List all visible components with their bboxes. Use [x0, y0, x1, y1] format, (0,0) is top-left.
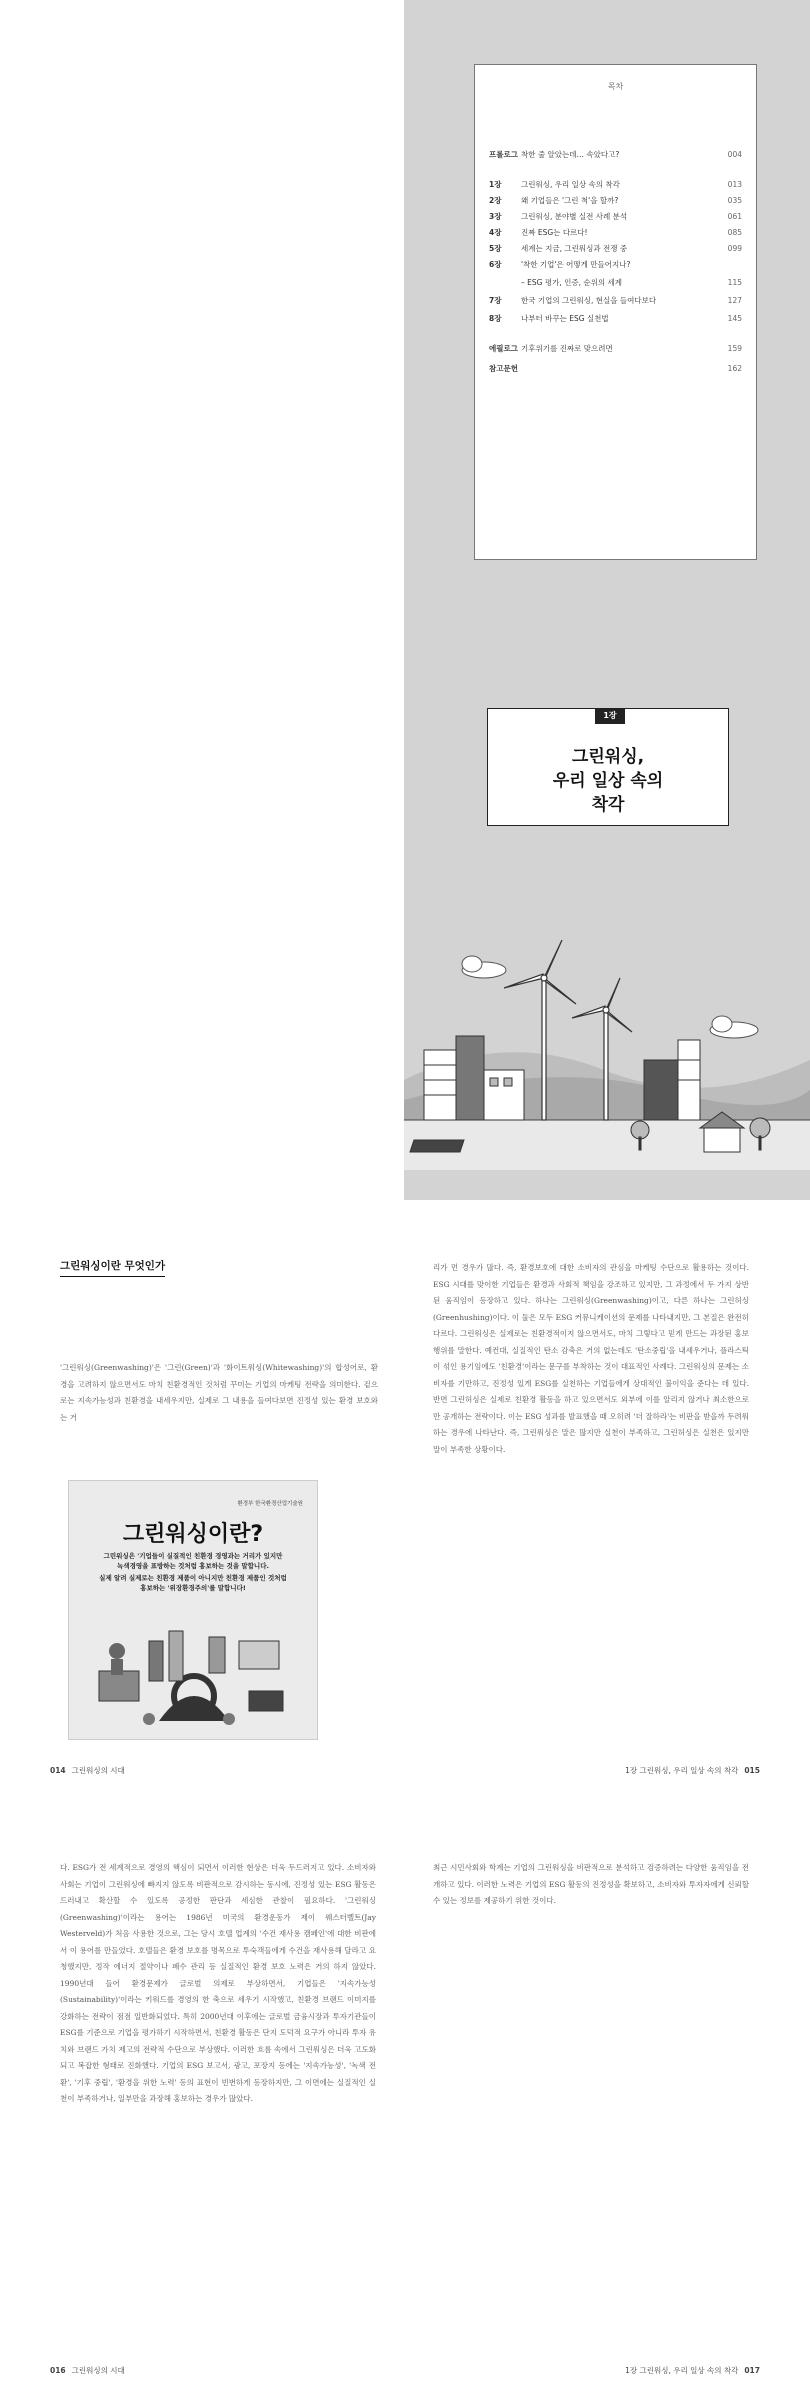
section-heading: 그린워싱이란 무엇인가	[60, 1258, 165, 1277]
page-number: 016	[50, 2366, 66, 2375]
toc-chapter-title: 착한 줄 알았는데… 속았다고?	[521, 150, 620, 159]
toc-spread	[0, 0, 810, 600]
page-folio	[625, 1765, 760, 1776]
recycle-icon	[159, 1676, 229, 1721]
page-016	[0, 1800, 405, 2396]
toc-chapter-title: 기후위기를 진짜로 맞으려면	[521, 344, 613, 353]
greenwashing-poster-image	[68, 1480, 318, 1740]
toc-page-number: 061	[727, 212, 742, 221]
text-spread-14-15	[0, 1200, 810, 1800]
toc-chapter-title: 왜 기업들은 '그린 척'을 할까?	[521, 196, 619, 205]
ground	[404, 1120, 810, 1170]
chapter-title-line: 착각	[591, 795, 625, 815]
chapter-title-line: 그린워싱,	[571, 747, 645, 767]
toc-title: 목차	[607, 82, 624, 91]
toc-chapter-number: 3장	[489, 212, 502, 221]
body-paragraph: 다. ESG가 전 세계적으로 경영의 핵심이 되면서 이러한 현상은 더욱 두드러지고 있다. 소비자와 사회는 기업이 그린워싱에 빠지지 않도록 비판적으로 감시하는 동시에, 진정성 있는 ESG 활동은 드러내고 확산할 수 있도록 공정한 판단과 세심한 관찰이 필요하다. '그린워싱(Greenwashing)'이라는 용어는 1986년 미국의 환경운동가 제이 웨스터벨트(Jay Westerveld)가 처음 사용한 것으로, 그는 당시 호텔 업계의 '수건 재사용 캠페인'에 대한 비판에서 이 용어를 만들었다. 호텔들은 환경 보호를 명목으로 투숙객들에게 수건을 재사용해 달라고 요청했지만, 정작 에너지 절약이나 폐수 관리 등 실질적인 환경 보호 노력은 거의 하지 않았다. 1990년대 들어 환경문제가 글로벌 의제로 부상하면서, 기업들은 '지속가능성(Sustainability)'이라는 키워드를 경영의 한 축으로 세우기 시작했고, 친환경 브랜드 이미지를 강화하는 전략이 점점 일반화되었다. 특히 2000년대 이후에는 글로벌 금융시장과 투자기관들이 ESG를 기준으로 기업을 평가하기 시작하면서, 친환경 활동은 단지 도덕적 요구가 아니라 투자 유치와 브랜드 가치 제고의 전략적 수단으로 부상했다. 이러한 흐름 속에서 그린워싱은 더욱 고도화되고 복잡한 형태로 진화했다. 기업의 ESG 보고서, 광고, 포장지 등에는 '지속가능성', '녹색 전환', '기후 중립', '환경을 위한 노력' 등의 표현이 빈번하게 등장하지만, 그 이면에는 실질적인 실천이 부족하거나, 일부만을 과장해 홍보하는 경우가 많았다.	[60, 1863, 376, 2103]
toc-page-number: 035	[727, 196, 742, 205]
toc-chapter-number: 1장	[489, 180, 502, 189]
toc-row	[475, 149, 756, 161]
building-icon	[424, 1050, 456, 1120]
cup-icon	[209, 1637, 225, 1673]
toc-chapter-number: 5장	[489, 244, 502, 253]
toc-row	[475, 259, 756, 271]
building-icon	[456, 1036, 484, 1120]
person-icon	[109, 1643, 125, 1659]
running-title: 그린워싱의 시대	[71, 2366, 125, 2375]
toc-page-number: 159	[727, 344, 742, 353]
no-sign-icon	[249, 1691, 283, 1711]
toc-chapter-number: 4장	[489, 228, 502, 237]
toc-page-number: 127	[727, 296, 742, 305]
leaf-icon	[223, 1713, 235, 1725]
page-folio	[625, 2365, 760, 2376]
toc-chapter-title: 진짜 ESG는 다르다!	[521, 228, 588, 237]
page-number: 014	[50, 1766, 66, 1775]
poster-line: 홍보하는 '위장환경주의'를 말합니다!	[140, 1584, 246, 1592]
chapter-title-line: 우리 일상 속의	[552, 771, 664, 791]
toc-row	[475, 227, 756, 239]
toc-page-number: 145	[727, 314, 742, 323]
toc-chapter-number: 에필로그	[489, 344, 518, 353]
cloud-icon	[462, 956, 506, 978]
toc-chapter-title: '착한 기업'은 어떻게 만들어지나?	[521, 260, 631, 269]
toc-page-number: 004	[727, 150, 742, 159]
toc-chapter-number: 참고문헌	[489, 364, 518, 373]
toc-page-number: 162	[727, 364, 742, 373]
toc-chapter-title: 한국 기업의 그린워싱, 현실을 들여다보다	[521, 296, 657, 305]
running-title: 1장 그린워싱, 우리 일상 속의 착각	[625, 2366, 739, 2375]
toc-page-number: 013	[727, 180, 742, 189]
toc-box	[474, 64, 757, 560]
monitor-icon	[239, 1641, 279, 1669]
poster-org-label: 환경부 한국환경산업기술원	[237, 1501, 303, 1507]
solar-panel-icon	[410, 1140, 464, 1152]
bottle-icon	[169, 1631, 183, 1681]
toc-chapter-title: – ESG 평가, 인증, 순위의 세계	[521, 278, 622, 287]
toc-chapter-title: 그린워싱, 우리 일상 속의 착각	[521, 180, 620, 189]
toc-chapter-title: 그린워싱, 분야별 실전 사례 분석	[521, 212, 628, 221]
toc-page	[404, 0, 810, 600]
running-title: 그린워싱의 시대	[71, 1766, 125, 1775]
poster-title: 그린워싱이란?	[122, 1522, 264, 1547]
toc-page-number: 099	[727, 244, 742, 253]
toc-row	[475, 313, 756, 325]
toc-chapter-number: 7장	[489, 296, 502, 305]
toc-chapter-title: 나부터 바꾸는 ESG 실천법	[521, 314, 609, 323]
toc-page-number: 085	[727, 228, 742, 237]
product-box-icon	[99, 1671, 139, 1701]
poster-line: 녹색경영을 표방하는 것처럼 홍보하는 것을 말합니다.	[117, 1562, 269, 1570]
toc-row	[475, 277, 756, 289]
page-folio	[50, 2365, 125, 2376]
page-014	[0, 1200, 405, 1800]
poster-illustration	[89, 1601, 299, 1731]
chapter-title-box	[487, 708, 729, 826]
body-paragraph: 최근 시민사회와 학계는 기업의 그린워싱을 비판적으로 분석하고 검증하려는 다양한 움직임을 전개하고 있다. 이러한 노력은 기업의 ESG 활동의 진정성을 확보하고, 소비자와 투자자에게 신뢰할 수 있는 정보를 제공하기 위한 것이다.	[433, 1863, 749, 1905]
toc-row	[475, 343, 756, 355]
page-015	[405, 1200, 810, 1800]
body-paragraph: '그린워싱(Greenwashing)'은 '그린(Green)'과 '화이트워싱(Whitewashing)'의 합성어로, 환경을 고려하지 않으면서도 마치 친환경적인 것처럼 꾸미는 기업의 마케팅 전략을 의미한다. 겉으로는 지속가능성과 친환경을 내세우지만, 실제로 그 내용을 들여다보면 진정성 있는 환경 보호와는 거	[60, 1363, 378, 1422]
toc-chapter-number: 프롤로그	[489, 150, 518, 159]
page-number: 017	[744, 2366, 760, 2375]
building-icon	[484, 1070, 524, 1120]
chapter-title	[488, 745, 728, 817]
wind-turbine-city-illustration	[404, 940, 810, 1170]
running-title: 1장 그린워싱, 우리 일상 속의 착각	[625, 1766, 739, 1775]
toc-row	[475, 179, 756, 191]
poster-line: 그린워싱은 '기업들이 실질적인 친환경 경영과는 거리가 있지만	[103, 1552, 283, 1560]
text-spread-16-17	[0, 1800, 810, 2396]
chapter-cover-page	[404, 600, 810, 1200]
body-paragraph: 리가 먼 경우가 많다. 즉, 환경보호에 대한 소비자의 관심을 마케팅 수단으로 활용하는 것이다. ESG 시대를 맞이한 기업들은 환경과 사회적 책임을 강조하고 있지만, 그 과정에서 두 가지 상반된 움직임이 등장하고 있다. 하나는 그린워싱(Greenwashing)이고, 다른 하나는 그린허싱(Greenhushing)이다. 이 둘은 모두 ESG 커뮤니케이션의 문제를 나타내지만, 그 본질은 완전히 다르다. 그린워싱은 실제로는 친환경적이지 않으면서도, 마치 그렇다고 믿게 만드는 과장된 홍보 행위를 말한다. 예컨대, 실질적인 탄소 감축은 거의 없는데도 '탄소중립'을 내세우거나, 플라스틱이 섞인 용기임에도 '친환경'이라는 문구를 부착하는 것이 대표적인 사례다. 그린워싱의 문제는 소비자를 기만하고, 진정성 있게 ESG를 실천하는 기업들에게 상대적인 불이익을 준다는 데 있다. 반면 그린허싱은 실제로 친환경 활동을 하고 있으면서도 외부에 이를 알리지 않거나 최소한으로만 공개하는 전략이다. 이는 ESG 성과를 발표했을 때 오히려 '더 잘하라'는 비판을 받을까 두려워하는 경우에 나타난다. 즉, 그린워싱은 말은 많지만 실천이 부족하고, 그린허싱은 실천은 있지만 말이 부족한 상황이다.	[433, 1263, 749, 1454]
page-folio	[50, 1765, 125, 1776]
building-icon	[678, 1040, 700, 1120]
toc-row	[475, 363, 756, 375]
toc-row	[475, 211, 756, 223]
chapter-spread	[0, 600, 810, 1200]
cloud-icon	[710, 1016, 758, 1038]
page-017	[405, 1800, 810, 2396]
toc-chapter-number: 2장	[489, 196, 502, 205]
page-number: 015	[744, 1766, 760, 1775]
chapter-tag: 1장	[595, 708, 625, 724]
leaf-icon	[143, 1713, 155, 1725]
toc-row	[475, 195, 756, 207]
toc-chapter-number: 8장	[489, 314, 502, 323]
bottle-icon	[149, 1641, 163, 1681]
poster-line: 실제 알려 실제로는 친환경 제품이 아니지만 친환경 제품인 것처럼	[99, 1574, 287, 1582]
toc-page-number: 115	[727, 278, 742, 287]
building-icon	[644, 1060, 678, 1120]
toc-chapter-title: 세계는 지금, 그린워싱과 전쟁 중	[521, 244, 628, 253]
toc-row	[475, 243, 756, 255]
toc-chapter-number: 6장	[489, 260, 502, 269]
toc-row	[475, 295, 756, 307]
